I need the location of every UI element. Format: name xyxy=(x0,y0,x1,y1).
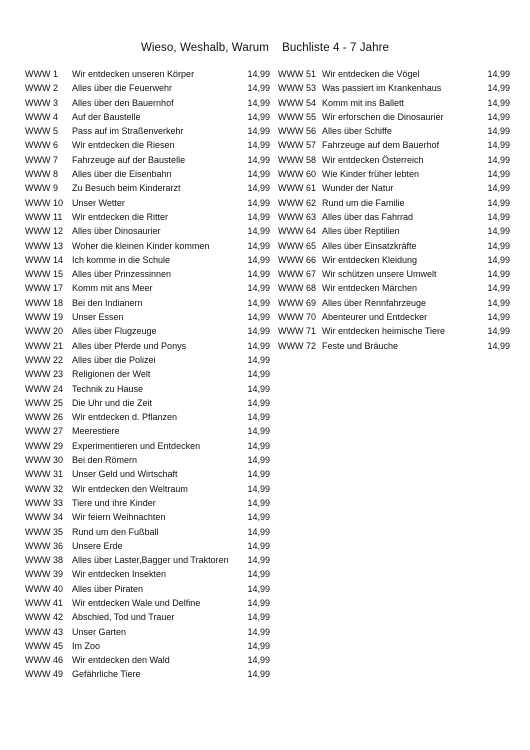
book-price: 14,99 xyxy=(487,312,510,323)
book-code: WWW 33 xyxy=(25,497,63,508)
book-price: 14,99 xyxy=(487,240,510,251)
book-price: 14,99 xyxy=(487,154,510,165)
book-code: WWW 72 xyxy=(278,340,316,351)
book-code: WWW 24 xyxy=(25,383,63,394)
book-code: WWW 64 xyxy=(278,226,316,237)
book-row xyxy=(278,138,510,152)
book-row xyxy=(25,210,270,224)
book-code: WWW 12 xyxy=(25,226,63,237)
book-row xyxy=(25,467,270,481)
book-price: 14,99 xyxy=(247,526,270,537)
book-code: WWW 20 xyxy=(25,326,63,337)
book-row xyxy=(25,625,270,639)
book-row xyxy=(25,567,270,581)
book-code: WWW 53 xyxy=(278,83,316,94)
book-title: Komm mit ans Meer xyxy=(72,283,153,294)
book-row xyxy=(278,324,510,338)
page-title xyxy=(0,42,530,54)
book-price: 14,99 xyxy=(247,297,270,308)
book-code: WWW 46 xyxy=(25,655,63,666)
book-row xyxy=(278,210,510,224)
book-code: WWW 55 xyxy=(278,111,316,122)
book-row xyxy=(25,81,270,95)
book-code: WWW 26 xyxy=(25,412,63,423)
book-row xyxy=(278,296,510,310)
book-row xyxy=(25,410,270,424)
book-title: Im Zoo xyxy=(72,640,101,651)
book-title: Alles über Pferde und Ponys xyxy=(72,340,187,351)
book-title: Unser Wetter xyxy=(72,197,125,208)
book-title: Alles über Schiffe xyxy=(322,126,392,137)
book-title: Unser Essen xyxy=(72,312,124,323)
book-title: Unser Geld und Wirtschaft xyxy=(72,469,178,480)
book-title: Alles über das Fahrrad xyxy=(322,211,414,222)
book-code: WWW 8 xyxy=(25,169,58,180)
book-code: WWW 14 xyxy=(25,254,63,265)
book-row xyxy=(25,267,270,281)
book-price: 14,99 xyxy=(247,540,270,551)
book-row xyxy=(25,667,270,681)
book-code: WWW 31 xyxy=(25,469,63,480)
book-price: 14,99 xyxy=(247,354,270,365)
book-code: WWW 63 xyxy=(278,211,316,222)
book-row xyxy=(25,224,270,238)
book-price: 14,99 xyxy=(247,583,270,594)
book-code: WWW 6 xyxy=(25,140,58,151)
book-code: WWW 56 xyxy=(278,126,316,137)
book-code: WWW 65 xyxy=(278,240,316,251)
book-row xyxy=(278,153,510,167)
book-price: 14,99 xyxy=(487,183,510,194)
book-price: 14,99 xyxy=(247,197,270,208)
book-title: Wir entdecken Märchen xyxy=(322,283,418,294)
book-code: WWW 15 xyxy=(25,269,63,280)
book-title: Unser Garten xyxy=(72,626,127,637)
book-code: WWW 43 xyxy=(25,626,63,637)
book-code: WWW 62 xyxy=(278,197,316,208)
book-row xyxy=(25,653,270,667)
book-price: 14,99 xyxy=(247,440,270,451)
book-price: 14,99 xyxy=(247,140,270,151)
book-price: 14,99 xyxy=(247,83,270,94)
book-code: WWW 7 xyxy=(25,154,58,165)
book-price: 14,99 xyxy=(487,254,510,265)
book-code: WWW 13 xyxy=(25,240,63,251)
book-row xyxy=(25,110,270,124)
book-row xyxy=(25,596,270,610)
book-price: 14,99 xyxy=(247,169,270,180)
book-code: WWW 4 xyxy=(25,111,58,122)
book-price: 14,99 xyxy=(247,655,270,666)
book-price: 14,99 xyxy=(247,640,270,651)
book-title: Die Uhr und die Zeit xyxy=(72,397,153,408)
book-price: 14,99 xyxy=(247,455,270,466)
book-price: 14,99 xyxy=(487,269,510,280)
book-code: WWW 71 xyxy=(278,326,316,337)
book-title: Wir entdecken d. Pflanzen xyxy=(72,412,178,423)
book-price: 14,99 xyxy=(247,283,270,294)
book-code: WWW 21 xyxy=(25,340,63,351)
book-title: Tiere und ihre Kinder xyxy=(72,497,156,508)
book-title: Feste und Bräuche xyxy=(322,340,399,351)
book-title: Technik zu Hause xyxy=(72,383,144,394)
book-price: 14,99 xyxy=(247,226,270,237)
book-price: 14,99 xyxy=(247,240,270,251)
book-row xyxy=(25,525,270,539)
book-title: Alles über den Bauernhof xyxy=(72,97,174,108)
book-price: 14,99 xyxy=(247,154,270,165)
book-row xyxy=(25,67,270,81)
book-title: Alles über Rennfahrzeuge xyxy=(322,297,427,308)
book-code: WWW 5 xyxy=(25,126,58,137)
book-row xyxy=(25,382,270,396)
book-row xyxy=(25,353,270,367)
book-row xyxy=(278,67,510,81)
book-code: WWW 10 xyxy=(25,197,63,208)
book-title: Wir feiern Weihnachten xyxy=(72,512,166,523)
book-title: Wir entdecken den Wald xyxy=(72,655,170,666)
book-row xyxy=(25,496,270,510)
book-code: WWW 25 xyxy=(25,397,63,408)
book-row xyxy=(278,124,510,138)
book-code: WWW 30 xyxy=(25,455,63,466)
book-price: 14,99 xyxy=(247,569,270,580)
book-price: 14,99 xyxy=(487,340,510,351)
book-row xyxy=(25,553,270,567)
book-row xyxy=(25,181,270,195)
book-price: 14,99 xyxy=(487,326,510,337)
book-title: Fahrzeuge auf der Baustelle xyxy=(72,154,186,165)
book-row xyxy=(278,339,510,353)
book-title: Alles über die Polizei xyxy=(72,354,156,365)
book-title: Auf der Baustelle xyxy=(72,111,141,122)
book-row xyxy=(25,453,270,467)
book-code: WWW 70 xyxy=(278,312,316,323)
book-row xyxy=(25,339,270,353)
book-title: Rund um den Fußball xyxy=(72,526,159,537)
book-title: Alles über Prinzessinnen xyxy=(72,269,172,280)
book-title: Experimentieren und Entdecken xyxy=(72,440,201,451)
book-list-left-column xyxy=(25,67,270,682)
book-code: WWW 49 xyxy=(25,669,63,680)
book-title: Wir entdecken die Vögel xyxy=(322,69,420,79)
book-price: 14,99 xyxy=(247,397,270,408)
book-row xyxy=(278,310,510,324)
book-row xyxy=(25,153,270,167)
book-title: Wir entdecken Wale und Delfine xyxy=(72,597,201,608)
book-title: Alles über Piraten xyxy=(72,583,144,594)
book-code: WWW 39 xyxy=(25,569,63,580)
book-code: WWW 17 xyxy=(25,283,63,294)
book-code: WWW 1 xyxy=(25,69,58,79)
book-row xyxy=(278,281,510,295)
book-price: 14,99 xyxy=(487,226,510,237)
book-price: 14,99 xyxy=(247,254,270,265)
book-title: Abenteurer und Entdecker xyxy=(322,312,428,323)
book-code: WWW 58 xyxy=(278,154,316,165)
book-title: Wir entdecken die Riesen xyxy=(72,140,175,151)
book-price: 14,99 xyxy=(247,597,270,608)
book-code: WWW 40 xyxy=(25,583,63,594)
book-title: Alles über Reptilien xyxy=(322,226,400,237)
book-price: 14,99 xyxy=(247,126,270,137)
book-row xyxy=(25,124,270,138)
book-price: 14,99 xyxy=(247,211,270,222)
book-title: Wir schützen unsere Umwelt xyxy=(322,269,437,280)
book-price: 14,99 xyxy=(247,612,270,623)
book-price: 14,99 xyxy=(247,269,270,280)
book-row xyxy=(278,81,510,95)
book-row xyxy=(25,610,270,624)
book-row xyxy=(25,96,270,110)
book-row xyxy=(25,167,270,181)
book-row xyxy=(278,239,510,253)
book-price: 14,99 xyxy=(247,383,270,394)
book-price: 14,99 xyxy=(247,340,270,351)
book-list-right-column xyxy=(278,67,510,353)
book-price: 14,99 xyxy=(487,211,510,222)
book-code: WWW 67 xyxy=(278,269,316,280)
book-title: Wie Kinder früher lebten xyxy=(322,169,420,180)
book-title: Komm mit ins Ballett xyxy=(322,97,405,108)
book-code: WWW 51 xyxy=(278,69,316,79)
book-price: 14,99 xyxy=(247,512,270,523)
book-row xyxy=(25,439,270,453)
book-code: WWW 57 xyxy=(278,140,316,151)
book-row xyxy=(25,482,270,496)
book-title: Was passiert im Krankenhaus xyxy=(322,83,442,94)
list-subtitle: Buchliste 4 - 7 Jahre xyxy=(282,42,390,54)
book-price: 14,99 xyxy=(487,69,510,79)
book-title: Ich komme in die Schule xyxy=(72,254,171,265)
book-code: WWW 66 xyxy=(278,254,316,265)
book-title: Wir entdecken Österreich xyxy=(322,154,424,165)
book-row xyxy=(278,96,510,110)
book-code: WWW 41 xyxy=(25,597,63,608)
book-title: Bei den Römern xyxy=(72,455,138,466)
book-title: Wir entdecken heimische Tiere xyxy=(322,326,446,337)
book-price: 14,99 xyxy=(247,497,270,508)
book-row xyxy=(25,367,270,381)
book-code: WWW 3 xyxy=(25,97,58,108)
book-price: 14,99 xyxy=(487,97,510,108)
book-title: Wir erforschen die Dinosaurier xyxy=(322,111,444,122)
book-price: 14,99 xyxy=(247,326,270,337)
book-code: WWW 9 xyxy=(25,183,58,194)
book-price: 14,99 xyxy=(487,126,510,137)
book-row xyxy=(25,310,270,324)
book-code: WWW 29 xyxy=(25,440,63,451)
book-title: Abschied, Tod und Trauer xyxy=(72,612,175,623)
book-title: Alles über die Feuerwehr xyxy=(72,83,173,94)
book-code: WWW 38 xyxy=(25,555,63,566)
book-row xyxy=(278,110,510,124)
book-row xyxy=(278,181,510,195)
book-title: Gefährliche Tiere xyxy=(72,669,141,680)
book-title: Wunder der Natur xyxy=(322,183,394,194)
book-price: 14,99 xyxy=(487,111,510,122)
book-row xyxy=(25,424,270,438)
book-row xyxy=(25,396,270,410)
book-code: WWW 42 xyxy=(25,612,63,623)
book-title: Alles über Flugzeuge xyxy=(72,326,157,337)
book-row xyxy=(278,224,510,238)
book-price: 14,99 xyxy=(247,555,270,566)
book-code: WWW 68 xyxy=(278,283,316,294)
book-row xyxy=(25,510,270,524)
book-title: Woher die kleinen Kinder kommen xyxy=(72,240,210,251)
book-row xyxy=(25,639,270,653)
book-code: WWW 36 xyxy=(25,540,63,551)
book-title: Zu Besuch beim Kinderarzt xyxy=(72,183,181,194)
book-title: Wir entdecken Kleidung xyxy=(322,254,418,265)
book-code: WWW 34 xyxy=(25,512,63,523)
book-title: Alles über die Eisenbahn xyxy=(72,169,172,180)
book-price: 14,99 xyxy=(247,111,270,122)
book-row xyxy=(25,253,270,267)
book-price: 14,99 xyxy=(247,69,270,79)
book-title: Pass auf im Straßenverkehr xyxy=(72,126,184,137)
book-price: 14,99 xyxy=(247,626,270,637)
book-row xyxy=(278,267,510,281)
book-code: WWW 35 xyxy=(25,526,63,537)
series-title: Wieso, Weshalb, Warum xyxy=(140,42,269,54)
book-code: WWW 54 xyxy=(278,97,316,108)
book-code: WWW 61 xyxy=(278,183,316,194)
book-row xyxy=(25,324,270,338)
book-code: WWW 45 xyxy=(25,640,63,651)
book-code: WWW 11 xyxy=(25,211,63,222)
book-code: WWW 19 xyxy=(25,312,63,323)
book-code: WWW 18 xyxy=(25,297,63,308)
book-price: 14,99 xyxy=(487,169,510,180)
book-code: WWW 23 xyxy=(25,369,63,380)
book-title: Wir entdecken den Weltraum xyxy=(72,483,188,494)
book-row xyxy=(25,138,270,152)
book-price: 14,99 xyxy=(247,97,270,108)
book-price: 14,99 xyxy=(247,369,270,380)
book-price: 14,99 xyxy=(487,140,510,151)
book-price: 14,99 xyxy=(247,669,270,680)
book-price: 14,99 xyxy=(487,83,510,94)
book-row xyxy=(25,281,270,295)
book-title: Fahrzeuge auf dem Bauerhof xyxy=(322,140,440,151)
book-price: 14,99 xyxy=(247,183,270,194)
book-title: Religionen der Welt xyxy=(72,369,151,380)
book-code: WWW 27 xyxy=(25,426,63,437)
book-title: Wir entdecken Insekten xyxy=(72,569,167,580)
book-title: Alles über Dinosaurier xyxy=(72,226,161,237)
book-title: Alles über Einsatzkräfte xyxy=(322,240,417,251)
book-price: 14,99 xyxy=(247,412,270,423)
book-title: Rund um die Familie xyxy=(322,197,405,208)
book-row xyxy=(278,196,510,210)
book-price: 14,99 xyxy=(487,197,510,208)
book-row xyxy=(25,296,270,310)
book-price: 14,99 xyxy=(247,426,270,437)
book-code: WWW 22 xyxy=(25,354,63,365)
book-row xyxy=(25,196,270,210)
book-row xyxy=(25,239,270,253)
book-price: 14,99 xyxy=(247,469,270,480)
book-price: 14,99 xyxy=(247,483,270,494)
book-title: Meerestiere xyxy=(72,426,120,437)
book-title: Alles über Laster,Bagger und Traktoren xyxy=(72,555,229,566)
book-title: Wir entdecken die Ritter xyxy=(72,211,169,222)
book-row xyxy=(278,167,510,181)
book-title: Unsere Erde xyxy=(72,540,123,551)
book-title: Wir entdecken unseren Körper xyxy=(72,69,195,79)
book-code: WWW 2 xyxy=(25,83,58,94)
book-row xyxy=(25,582,270,596)
book-code: WWW 60 xyxy=(278,169,316,180)
book-price: 14,99 xyxy=(247,312,270,323)
book-row xyxy=(25,539,270,553)
book-price: 14,99 xyxy=(487,297,510,308)
book-code: WWW 69 xyxy=(278,297,316,308)
book-title: Bei den Indianern xyxy=(72,297,143,308)
book-row xyxy=(278,253,510,267)
book-code: WWW 32 xyxy=(25,483,63,494)
book-price: 14,99 xyxy=(487,283,510,294)
